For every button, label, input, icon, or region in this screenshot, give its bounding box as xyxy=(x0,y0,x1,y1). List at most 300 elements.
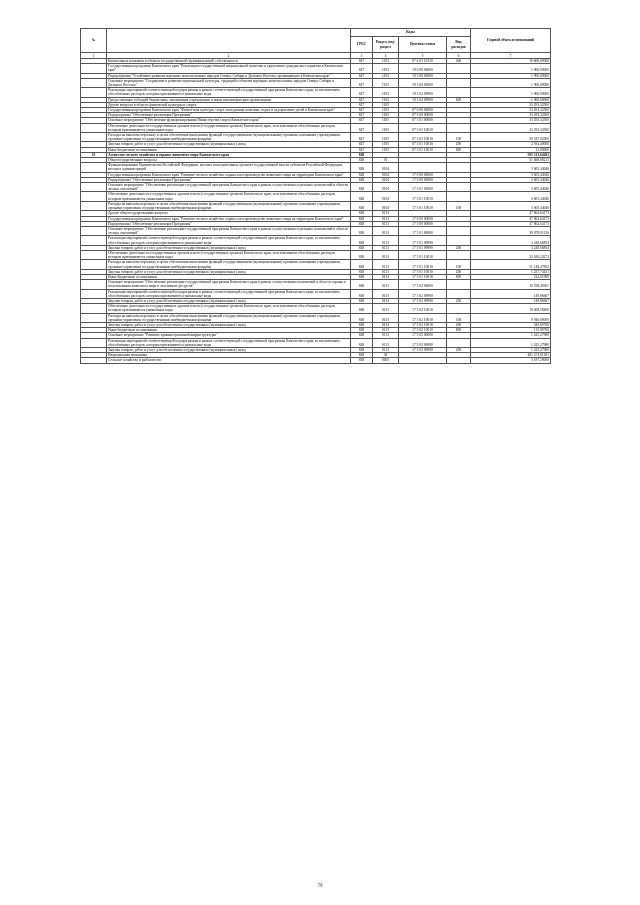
row-amount: 1 900,00000 xyxy=(471,73,551,78)
row-name: Сельское хозяйство и рыболовство xyxy=(107,358,351,363)
row-section: 0113 xyxy=(373,216,399,221)
table-row xyxy=(81,280,551,289)
row-grbs: 847 xyxy=(351,102,373,107)
row-target: 19 0 00 00000 xyxy=(399,64,447,73)
row-number xyxy=(81,236,107,245)
row-target: 17 5 02 10010 xyxy=(399,313,447,322)
row-target: 17 5 00 00000 xyxy=(399,177,447,182)
row-section: 0113 xyxy=(373,260,399,269)
row-amount: 33 293,32500 xyxy=(471,102,551,107)
row-amount: 33 293,32500 xyxy=(471,123,551,132)
row-section: 1103 xyxy=(373,73,399,78)
row-target: 17 5 03 09990 xyxy=(399,347,447,352)
row-target xyxy=(399,163,447,172)
row-vid: 400 xyxy=(447,59,471,64)
row-section: 0113 xyxy=(373,221,399,226)
row-number xyxy=(81,201,107,210)
header-section: Раздел, под-раздел xyxy=(373,37,399,53)
row-grbs: 847 xyxy=(351,64,373,73)
row-target: 17 5 02 09990 xyxy=(399,298,447,303)
row-name: Обеспечение деятельности государственных органов власти (государственных органов) Камчатского края, за исключением обособленных расходов, которым присваиваются уникальные коды xyxy=(107,250,351,259)
row-amount: 1 900,00000 xyxy=(471,97,551,102)
row-section: 0113 xyxy=(373,338,399,347)
row-name: Обеспечение деятельности государственных органов власти (государственных органов) Камчатского края, за исключением обособленных расходов, которым присваиваются уникальные коды xyxy=(107,123,351,132)
header-vid: Вид расходов xyxy=(447,37,471,53)
row-name: Функционирование Правительства Российской Федерации, высших исполнительных органов государственной власти субъектов Российской Федерации, местных администраций xyxy=(107,163,351,172)
row-target: 17 5 03 09990 xyxy=(399,338,447,347)
row-name: Подпрограмма "Обеспечение реализации Программы" xyxy=(107,177,351,182)
row-name: Капитальные вложения в объекты государственной (муниципальной) собственности xyxy=(107,59,351,64)
row-target: 07 3 01 10010 xyxy=(399,147,447,152)
table-row xyxy=(81,133,551,142)
row-grbs: 848 xyxy=(351,304,373,313)
row-name: Расходы на выплаты персоналу в целях обеспечения выполнения функций государственными (муниципальными) органами, казенными учреждениями, органами управления государственными внебюджетными фондами xyxy=(107,201,351,210)
row-number xyxy=(81,192,107,201)
row-name: Расходы на выплаты персоналу в целях обеспечения выполнения функций государственными (муниципальными) органами, казенными учреждениями, органами управления государственными внебюджетными фондами xyxy=(107,313,351,322)
row-amount: 149,86667 xyxy=(471,289,551,298)
row-target: 07 3 01 10010 xyxy=(399,142,447,147)
row-name: Закупка товаров, работ и услуг для обеспечения государственных (муниципальных) нужд xyxy=(107,298,351,303)
row-section: 0405 xyxy=(373,358,399,363)
table-row xyxy=(81,226,551,235)
row-vid: 800 xyxy=(447,147,471,152)
row-name: Расходы на выплаты персоналу в целях обеспечения выполнения функций государственными (муниципальными) органами, казенными учреждениями, органами управления государственными внебюджетными фондами xyxy=(107,260,351,269)
row-name: Обеспечение деятельности государственных органов власти (государственных органов) Камчатского края, за исключением обособленных расходов, которым присваиваются уникальные коды xyxy=(107,192,351,201)
table-row xyxy=(81,358,551,363)
row-section: 0104 xyxy=(373,192,399,201)
row-section: 0113 xyxy=(373,328,399,333)
row-grbs: 847 xyxy=(351,78,373,87)
row-vid xyxy=(447,289,471,298)
row-number xyxy=(81,226,107,235)
row-section: 0113 xyxy=(373,269,399,274)
row-section: 1105 xyxy=(373,142,399,147)
row-name: Подпрограмма "Устойчивое развитие коренных малочисленных народов Севера, Сибири и Дальнего Востока, проживающих в Камчатском крае" xyxy=(107,73,351,78)
row-name: Другие общегосударственные вопросы xyxy=(107,211,351,216)
row-section: 1105 xyxy=(373,133,399,142)
row-number xyxy=(81,358,107,363)
row-amount: 47 862,64173 xyxy=(471,211,551,216)
row-amount: 38 878,91126 xyxy=(471,226,551,235)
row-vid xyxy=(447,163,471,172)
row-section: 0113 xyxy=(373,333,399,338)
row-amount: 3 248,66854 xyxy=(471,236,551,245)
page-number: 79 xyxy=(317,884,323,889)
row-section: 0113 xyxy=(373,226,399,235)
row-target: 17 0 00 00000 xyxy=(399,216,447,221)
row-amount: 1 900,00000 xyxy=(471,78,551,87)
row-number xyxy=(81,289,107,298)
row-target: 17 5 01 10010 xyxy=(399,269,447,274)
row-vid xyxy=(447,183,471,192)
row-section: 1105 xyxy=(373,102,399,107)
row-number: 33 xyxy=(81,152,107,157)
row-amount: 1 425,27980 xyxy=(471,347,551,352)
row-grbs: 847 xyxy=(351,147,373,152)
row-amount: 345,69700 xyxy=(471,322,551,327)
row-grbs: 848 xyxy=(351,163,373,172)
row-name: Основное мероприятие "Обеспечение реализации государственной программы Камчатского края в рамках осуществления отдельных полномочий в области лесных отношений" xyxy=(107,226,351,235)
table-row xyxy=(81,304,551,313)
row-section: 1105 xyxy=(373,113,399,118)
row-grbs: 847 xyxy=(351,133,373,142)
header-name xyxy=(107,29,351,53)
row-target: 17 5 02 10010 xyxy=(399,328,447,333)
row-amount: 1 900,00000 xyxy=(471,64,551,73)
row-grbs: 847 xyxy=(351,97,373,102)
row-target: 17 5 01 09990 xyxy=(399,236,447,245)
row-name: Реализация мероприятий соответствующей подпрограммы в рамках соответствующей государственной программы Камчатского края, за исключением обособленных расходов, которым присваиваются уникальные коды xyxy=(107,236,351,245)
row-section: 0104 xyxy=(373,183,399,192)
row-name: Агентство лесного хозяйства и охраны животного мира Камчатского края xyxy=(107,152,351,157)
row-vid xyxy=(447,226,471,235)
row-grbs: 848 xyxy=(351,172,373,177)
row-number xyxy=(81,250,107,259)
row-name: Реализация мероприятий соответствующей подпрограммы в рамках соответствующей государственной программы Камчатского края, за исключением обособленных расходов, которым присваиваются уникальные коды xyxy=(107,88,351,97)
row-target: 17 5 02 10010 xyxy=(399,322,447,327)
row-grbs: 847 xyxy=(351,123,373,132)
row-grbs: 848 xyxy=(351,211,373,216)
row-vid xyxy=(447,123,471,132)
table-row xyxy=(81,236,551,245)
row-grbs: 848 xyxy=(351,183,373,192)
row-target: 19 3 04 09990 xyxy=(399,88,447,97)
row-grbs: 848 xyxy=(351,274,373,279)
row-vid: 600 xyxy=(447,97,471,102)
row-vid: 800 xyxy=(447,328,471,333)
row-vid xyxy=(447,358,471,363)
row-name: Национальная экономика xyxy=(107,353,351,358)
table-header xyxy=(81,29,551,59)
row-name: Закупка товаров, работ и услуг для обеспечения государственных (муниципальных) нужд xyxy=(107,347,351,352)
row-grbs: 848 xyxy=(351,333,373,338)
row-grbs: 848 xyxy=(351,289,373,298)
row-target: 07 3 01 00000 xyxy=(399,118,447,123)
row-section: 1103 xyxy=(373,64,399,73)
row-target: 17 5 01 10010 xyxy=(399,201,447,210)
row-grbs: 848 xyxy=(351,216,373,221)
row-target: 17 5 01 10010 xyxy=(399,250,447,259)
row-section: 0113 xyxy=(373,280,399,289)
row-name: Иные бюджетные ассигнования xyxy=(107,274,351,279)
header-target: Целевая статья xyxy=(399,37,447,53)
header-index: 2 xyxy=(107,53,351,59)
row-target: 19 3 00 00000 xyxy=(399,73,447,78)
row-amount: 3 605,44046 xyxy=(471,177,551,182)
row-section: 0113 xyxy=(373,347,399,352)
header-index: 3 xyxy=(351,53,373,59)
row-grbs: 847 xyxy=(351,59,373,64)
row-name: Государственная программа Камчатского края "Физическая культура, спорт, молодежная политика, отдых и оздоровление детей в Камчатском крае" xyxy=(107,108,351,113)
row-vid: 100 xyxy=(447,133,471,142)
row-section: 0113 xyxy=(373,298,399,303)
budget-table xyxy=(80,28,551,364)
table-row xyxy=(81,123,551,132)
row-target xyxy=(399,358,447,363)
table-row xyxy=(81,163,551,172)
row-name: Подпрограмма "Обеспечение реализации Программы" xyxy=(107,221,351,226)
row-grbs: 848 xyxy=(351,250,373,259)
row-vid: 200 xyxy=(447,347,471,352)
row-name: Закупка товаров, работ и услуг для обеспечения государственных (муниципальных) нужд xyxy=(107,245,351,250)
row-grbs: 848 xyxy=(351,236,373,245)
row-name: Иные бюджетные ассигнования xyxy=(107,147,351,152)
row-vid xyxy=(447,250,471,259)
row-target: 17 5 02 09990 xyxy=(399,289,447,298)
row-name: Основное мероприятие "Обеспечение функционирования Министерства спорта Камчатского края" xyxy=(107,118,351,123)
row-number xyxy=(81,123,107,132)
row-amount: 481 474,01381 xyxy=(471,353,551,358)
row-vid xyxy=(447,88,471,97)
row-name: Иные бюджетные ассигнования xyxy=(107,328,351,333)
row-section: 0113 xyxy=(373,236,399,245)
table-body xyxy=(81,59,551,364)
row-amount: 16 600,00000 xyxy=(471,59,551,64)
row-section: 0104 xyxy=(373,201,399,210)
row-section: 1103 xyxy=(373,97,399,102)
row-amount: 47 862,64173 xyxy=(471,216,551,221)
header-annual: Годовой объем ассигнований xyxy=(471,29,551,53)
row-name: Основное мероприятие "Обеспечение реализации государственной программы Камчатского края в рамках осуществления отдельных полномочий в области лесных отношений" xyxy=(107,183,351,192)
row-section: 1103 xyxy=(373,59,399,64)
row-name: Предоставление субсидий бюджетным, автономным учреждениям и иным некоммерческим организациям xyxy=(107,97,351,102)
row-grbs: 848 xyxy=(351,313,373,322)
row-amount: 595 313,64202 xyxy=(471,152,551,157)
row-grbs: 847 xyxy=(351,73,373,78)
row-section: 0113 xyxy=(373,245,399,250)
header-grbs: ГРБС xyxy=(351,37,373,53)
row-amount: 1 425,27980 xyxy=(471,338,551,347)
row-vid xyxy=(447,192,471,201)
row-amount: 9 946,90000 xyxy=(471,313,551,322)
row-grbs: 848 xyxy=(351,353,373,358)
row-number xyxy=(81,260,107,269)
row-amount: 32 630,24272 xyxy=(471,250,551,259)
row-amount: 51 468,08213 xyxy=(471,158,551,163)
table-row xyxy=(81,78,551,87)
row-amount: 31 148,47852 xyxy=(471,260,551,269)
row-vid: 200 xyxy=(447,245,471,250)
row-name: Закупка товаров, работ и услуг для обеспечения государственных (муниципальных) нужд xyxy=(107,142,351,147)
row-vid: 100 xyxy=(447,260,471,269)
table-row xyxy=(81,338,551,347)
row-section: 1103 xyxy=(373,78,399,87)
table-row xyxy=(81,88,551,97)
row-grbs: 847 xyxy=(351,142,373,147)
row-name: Государственная программа Камчатского края "Реализация государственной национальной политики и укрепление гражданского единства в Камчатском крае" xyxy=(107,64,351,73)
row-amount: 1 900,00000 xyxy=(471,88,551,97)
table-row xyxy=(81,313,551,322)
table-row xyxy=(81,201,551,210)
row-grbs: 848 xyxy=(351,192,373,201)
row-amount: 21,00000 xyxy=(471,147,551,152)
header-index: 5 xyxy=(399,53,447,59)
row-number xyxy=(81,183,107,192)
row-grbs: 848 xyxy=(351,280,373,289)
row-number xyxy=(81,64,107,73)
row-name: Расходы на выплаты персоналу в целях обеспечения выполнения функций государственными (муниципальными) органами, казенными учреждениями, органами управления государственными внебюджетными фондами xyxy=(107,133,351,142)
table-row xyxy=(81,260,551,269)
row-amount: 1 425,27980 xyxy=(471,333,551,338)
row-grbs: 848 xyxy=(351,226,373,235)
row-grbs: 847 xyxy=(351,113,373,118)
row-vid: 100 xyxy=(447,313,471,322)
row-section: 1103 xyxy=(373,88,399,97)
row-amount: 30 337,92500 xyxy=(471,133,551,142)
row-vid: 200 xyxy=(447,269,471,274)
row-grbs: 848 xyxy=(351,269,373,274)
row-number xyxy=(81,313,107,322)
row-target: 07 3 01 10010 xyxy=(399,123,447,132)
row-vid xyxy=(447,64,471,73)
header-codes: Коды xyxy=(351,29,471,37)
row-name: Государственная программа Камчатского края "Развитие лесного хозяйства, охрана и воспроизводство животного мира на территории Камчатского края" xyxy=(107,172,351,177)
row-grbs: 848 xyxy=(351,245,373,250)
row-amount: 10 558,45067 xyxy=(471,280,551,289)
table-row xyxy=(81,289,551,298)
row-name: Реализация мероприятий соответствующей подпрограммы в рамках соответствующей государственной программы Камчатского края, за исключением обособленных расходов, которым присваиваются уникальные коды xyxy=(107,338,351,347)
row-target: 17 5 02 00000 xyxy=(399,280,447,289)
row-target: 17 5 01 10010 xyxy=(399,260,447,269)
row-amount: 47 862,64173 xyxy=(471,221,551,226)
row-target: 17 0 00 00000 xyxy=(399,172,447,177)
row-target: 17 5 02 10010 xyxy=(399,304,447,313)
header-index: 4 xyxy=(373,53,399,59)
row-target: 17 5 03 00000 xyxy=(399,333,447,338)
row-amount: 224,01989 xyxy=(471,274,551,279)
row-section: 0113 xyxy=(373,304,399,313)
row-section: 1105 xyxy=(373,108,399,113)
row-section: 0113 xyxy=(373,274,399,279)
row-number xyxy=(81,88,107,97)
row-vid xyxy=(447,236,471,245)
row-name: Государственная программа Камчатского края "Развитие лесного хозяйства, охрана и воспроизводство животного мира на территории Камчатского края" xyxy=(107,216,351,221)
row-number xyxy=(81,78,107,87)
row-section: 01 xyxy=(373,158,399,163)
row-amount: 33 293,32500 xyxy=(471,118,551,123)
row-grbs: 848 xyxy=(351,358,373,363)
row-grbs: 848 xyxy=(351,158,373,163)
row-section: 0113 xyxy=(373,322,399,327)
row-target: 07 0 00 00000 xyxy=(399,108,447,113)
row-name: Реализация мероприятий соответствующей подпрограммы в рамках соответствующей государственной программы Камчатского края, за исключением обособленных расходов, которым присваиваются уникальные коды xyxy=(107,289,351,298)
row-name: Общегосударственные вопросы xyxy=(107,158,351,163)
row-section: 0104 xyxy=(373,177,399,182)
row-grbs: 848 xyxy=(351,221,373,226)
header-index: 6 xyxy=(447,53,471,59)
row-vid xyxy=(447,338,471,347)
row-vid xyxy=(447,78,471,87)
row-grbs: 848 xyxy=(351,152,373,157)
row-section: 0113 xyxy=(373,313,399,322)
row-amount: 1 257,74431 xyxy=(471,269,551,274)
row-amount: 3 605,44046 xyxy=(471,163,551,172)
row-section: 0113 xyxy=(373,289,399,298)
row-vid: 200 xyxy=(447,322,471,327)
row-name: Обеспечение деятельности государственных органов власти (государственных органов) Камчатского края, за исключением обособленных расходов, которым присваиваются уникальные коды xyxy=(107,304,351,313)
row-amount: 3 605,44046 xyxy=(471,172,551,177)
row-section: 0104 xyxy=(373,163,399,172)
row-target: 07 3 00 00000 xyxy=(399,113,447,118)
row-grbs: 848 xyxy=(351,328,373,333)
row-name: Основное мероприятие "Сохранение и развитие национальной культуры, традиций и обычаев коренных малочисленных народов Севера, Сибири и Дальнего Востока" xyxy=(107,78,351,87)
header-no: № xyxy=(81,29,107,53)
row-amount: 3 605,44046 xyxy=(471,201,551,210)
table-row xyxy=(81,64,551,73)
row-name: Закупка товаров, работ и услуг для обеспечения государственных (муниципальных) нужд xyxy=(107,269,351,274)
row-amount: 3 248,66854 xyxy=(471,245,551,250)
row-section: 1105 xyxy=(373,147,399,152)
row-number xyxy=(81,280,107,289)
row-target: 17 5 01 09990 xyxy=(399,245,447,250)
row-target: 17 5 01 10010 xyxy=(399,192,447,201)
row-grbs: 847 xyxy=(351,118,373,123)
row-amount: 33 293,32500 xyxy=(471,108,551,113)
row-grbs: 848 xyxy=(351,201,373,210)
row-section: 0104 xyxy=(373,172,399,177)
row-vid: 200 xyxy=(447,142,471,147)
row-grbs: 848 xyxy=(351,338,373,347)
row-grbs: 848 xyxy=(351,298,373,303)
row-section: 1105 xyxy=(373,123,399,132)
row-target: 07 3 01 10010 xyxy=(399,133,447,142)
row-grbs: 848 xyxy=(351,347,373,352)
row-vid: 800 xyxy=(447,274,471,279)
row-amount: 10 408,58400 xyxy=(471,304,551,313)
row-name: Подпрограмма "Обеспечение реализации Программы" xyxy=(107,113,351,118)
row-amount: 149,86667 xyxy=(471,298,551,303)
table-row xyxy=(81,250,551,259)
row-amount: 3 605,44046 xyxy=(471,183,551,192)
row-grbs: 848 xyxy=(351,322,373,327)
row-section: 0113 xyxy=(373,211,399,216)
row-grbs: 848 xyxy=(351,177,373,182)
row-number xyxy=(81,133,107,142)
row-number xyxy=(81,304,107,313)
row-amount: 115,98700 xyxy=(471,328,551,333)
row-vid xyxy=(447,304,471,313)
row-target: 17 5 00 00000 xyxy=(399,221,447,226)
row-grbs: 848 xyxy=(351,260,373,269)
row-number xyxy=(81,338,107,347)
row-name: Основное мероприятие "Развитие административной инфраструктуры" xyxy=(107,333,351,338)
row-amount: 3 605,44046 xyxy=(471,192,551,201)
row-number xyxy=(81,163,107,172)
row-target: 19 3 04 00000 xyxy=(399,78,447,87)
row-target: 19 3 04 09990 xyxy=(399,97,447,102)
table-row xyxy=(81,192,551,201)
row-grbs: 847 xyxy=(351,108,373,113)
row-vid: 100 xyxy=(447,201,471,210)
row-grbs: 847 xyxy=(351,88,373,97)
row-name: Другие вопросы в области физической культуры и спорта xyxy=(107,102,351,107)
row-section: 0113 xyxy=(373,250,399,259)
row-amount: 33 293,32500 xyxy=(471,113,551,118)
row-target: 17 5 01 00000 xyxy=(399,226,447,235)
row-target: 07 4 03 10150 xyxy=(399,59,447,64)
row-vid: 200 xyxy=(447,298,471,303)
row-name: Закупка товаров, работ и услуг для обеспечения государственных (муниципальных) нужд xyxy=(107,322,351,327)
row-section: 1105 xyxy=(373,118,399,123)
row-vid xyxy=(447,280,471,289)
row-target: 17 5 01 10010 xyxy=(399,274,447,279)
row-name: Основное мероприятие "Обеспечение реализации государственной программы Камчатского края в рамках осуществления полномочий в области охраны и использования животного мира и охотничьих ресурсов" xyxy=(107,280,351,289)
row-amount: 2 934,40000 xyxy=(471,142,551,147)
row-amount: 3 187,20000 xyxy=(471,358,551,363)
row-target: 17 5 01 00000 xyxy=(399,183,447,192)
header-index: 7 xyxy=(471,53,551,59)
header-index: 1 xyxy=(81,53,107,59)
